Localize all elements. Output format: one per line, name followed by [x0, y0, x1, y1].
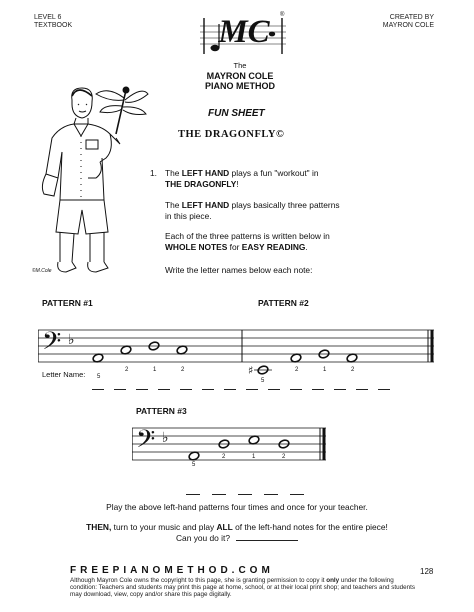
text: plays a fun "workout" in [229, 168, 319, 178]
whole-note [248, 435, 260, 445]
flat-icon: ♭ [68, 332, 75, 348]
copyright-note [70, 577, 420, 598]
text: of the left-hand notes for the entire piece! [232, 522, 388, 532]
whole-note [290, 353, 302, 363]
finger-number: 5 [261, 378, 265, 384]
whole-note [92, 353, 104, 363]
finger-number: 1 [252, 454, 256, 460]
text: Each of the three patterns is written below in [165, 231, 330, 241]
text-bold: EASY READING [241, 242, 306, 252]
pattern-2-label: PATTERN #2 [258, 298, 309, 308]
created-by-label [383, 14, 434, 30]
letter-blank[interactable] [290, 494, 304, 495]
brand-the: The [233, 61, 247, 70]
text: Although Mayron Cole owns the copyright to this page, she is granting permission to copy it [70, 577, 327, 584]
level-label [34, 14, 72, 30]
instruction-paragraph-4: Write the letter names below each note: [165, 265, 313, 275]
finger-number: 2 [222, 454, 226, 460]
letter-blank[interactable] [290, 389, 302, 390]
letter-blank[interactable] [212, 494, 226, 495]
text: ! [236, 179, 239, 189]
answer-blank[interactable] [236, 540, 298, 541]
whole-note [176, 345, 188, 355]
text: turn to your music and play [111, 522, 217, 532]
finger-number: 5 [192, 462, 196, 468]
text: in this piece. [165, 211, 212, 221]
closing-line-1: Play the above left-hand patterns four times and once for your teacher. [106, 502, 368, 512]
flat-icon: ♭ [162, 430, 169, 446]
illustration-signature: ©M.Cole [32, 268, 52, 274]
text-bold: WHOLE NOTES [165, 242, 228, 252]
text: plays basically three patterns [229, 200, 340, 210]
text: for [227, 242, 242, 252]
finger-number: 2 [351, 367, 355, 373]
text: The [165, 200, 182, 210]
letter-blank[interactable] [180, 389, 192, 390]
closing-line-2 [0, 522, 474, 533]
letter-blank[interactable] [186, 494, 200, 495]
textbook-line: TEXTBOOK [34, 22, 73, 29]
brand-name [180, 61, 300, 91]
registered-mark: ® [280, 12, 285, 18]
letter-blank[interactable] [246, 389, 258, 390]
footer-website: FREEPIANOMETHOD.COM [70, 565, 274, 576]
piece-title: THE DRAGONFLY© [178, 129, 285, 140]
finger-number: 5 [97, 374, 101, 380]
letter-blank[interactable] [202, 389, 214, 390]
mayron-cole-logo [200, 14, 286, 58]
bass-clef-icon: 𝄢 [136, 425, 156, 460]
illustration [30, 82, 150, 282]
bass-clef-icon: 𝄢 [42, 327, 62, 362]
text-bold: LEFT HAND [181, 200, 230, 210]
pattern-1-label: PATTERN #1 [42, 298, 93, 308]
brand-line1: MAYRON COLE [206, 71, 274, 81]
finger-number: 2 [295, 367, 299, 373]
finger-number: 2 [181, 367, 185, 373]
letter-name-label: Letter Name: [42, 370, 86, 379]
text-bold: only [326, 577, 340, 584]
letter-blank[interactable] [224, 389, 236, 390]
letter-blank[interactable] [238, 494, 252, 495]
whole-note [188, 451, 200, 461]
text: Can you do it? [176, 533, 231, 543]
whole-note [120, 345, 132, 355]
whole-note [346, 353, 358, 363]
brand-line2: PIANO METHOD [204, 81, 275, 91]
letter-blank[interactable] [264, 494, 278, 495]
text: under the following condition: Teachers and students may print this page at home, school, or at their local print shop; and teachers and students may download, view, copy and/or share this page digitally. [70, 577, 416, 598]
text-bold: THE DRAGONFLY [165, 179, 237, 189]
instruction-paragraph-3 [165, 231, 415, 253]
closing-line-3 [176, 533, 298, 544]
finger-number: 2 [125, 367, 129, 373]
instruction-paragraph-2 [165, 200, 415, 222]
letter-blank[interactable] [92, 389, 104, 390]
instruction-number: 1. [150, 168, 157, 178]
letter-blank[interactable] [158, 389, 170, 390]
sharp-icon: ♯ [248, 364, 254, 377]
fun-sheet-heading: FUN SHEET [208, 108, 265, 119]
letter-blank[interactable] [136, 389, 148, 390]
text: The [165, 168, 182, 178]
text-bold: THEN, [86, 522, 112, 532]
finger-number: 2 [282, 454, 286, 460]
letter-blank[interactable] [356, 389, 368, 390]
letter-blank[interactable] [312, 389, 324, 390]
letter-name-blanks-row2 [186, 482, 326, 500]
letter-blank[interactable] [268, 389, 280, 390]
finger-number: 1 [323, 367, 327, 373]
pattern-3-staff [132, 418, 332, 478]
letter-blank[interactable] [334, 389, 346, 390]
created-by-line: CREATED BY [389, 14, 434, 21]
letter-name-blanks-row1 [92, 377, 432, 395]
letter-blank[interactable] [378, 389, 390, 390]
page-number: 128 [420, 567, 434, 576]
instruction-paragraph-1 [165, 168, 415, 190]
finger-number: 1 [153, 367, 157, 373]
boy-with-dragonfly-illustration [30, 82, 150, 282]
author-line: MAYRON COLE [382, 22, 434, 29]
pattern-3-label: PATTERN #3 [136, 406, 187, 416]
letter-blank[interactable] [114, 389, 126, 390]
text-bold: LEFT HAND [181, 168, 230, 178]
logo-letters: MC [218, 14, 270, 50]
text: . [305, 242, 308, 252]
text-bold: ALL [216, 522, 233, 532]
level-line: LEVEL 6 [34, 14, 62, 21]
